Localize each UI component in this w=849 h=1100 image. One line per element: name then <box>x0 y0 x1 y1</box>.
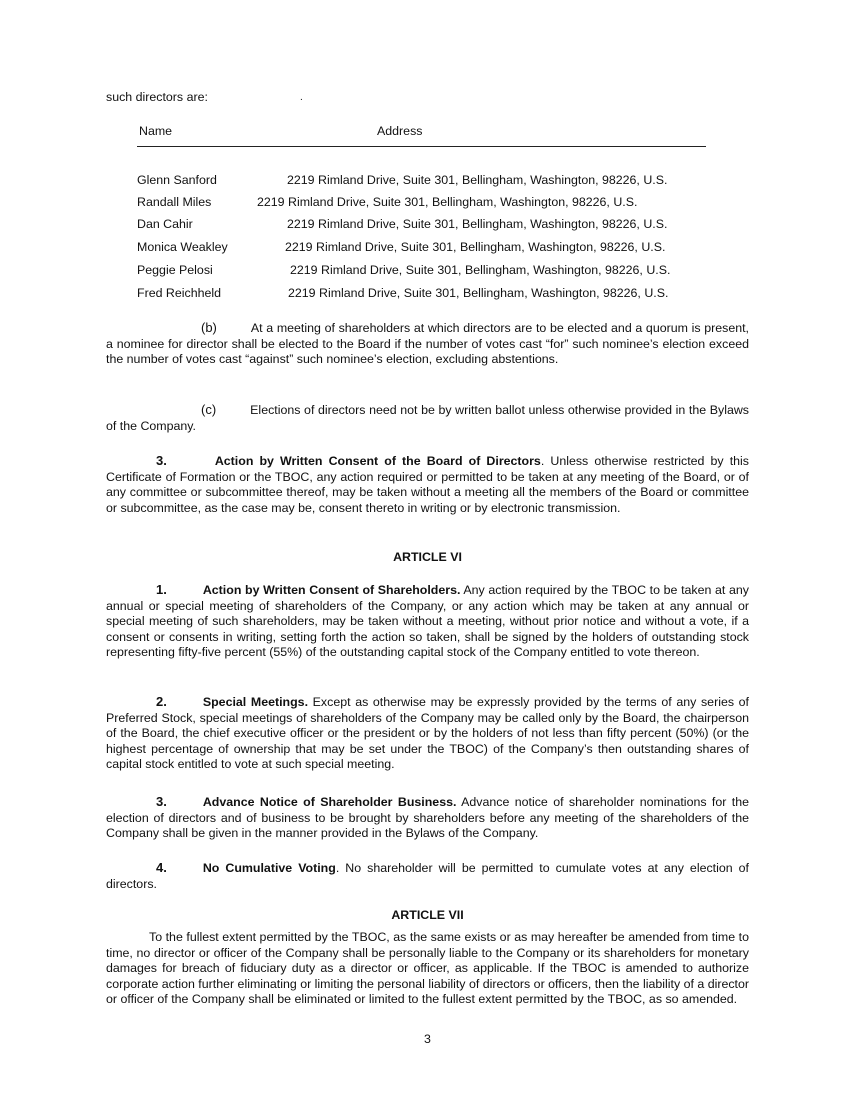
article-vii-body: To the fullest extent permitted by the TBOC, as the same exists or as may hereafter be amended from time to time, no director or officer of the Company shall be personally liable to the Company or its shareholders for monetary damages for breach of fiduciary duty as a director or officer, as applicable. If the TBOC is amended to authorize corporate action further eliminating or limiting the personal liability of directors or officers, then the liability of a director or officer of the Company shall be eliminated or limited to the fullest extent permitted by the TBOC, as so amended. <box>106 930 750 1006</box>
section-text: Except as otherwise may be expressly provided by the terms of any series of Preferred Stock, special meetings of shareholders of the Company may be called only by the Board, the chairperson of the Board, the chief executive officer or the president or by the holders of not less than fifty percent (50%) (or the highest percentage of ownership that may be set under the TBOC) of the Company’s then outstanding shares of capital stock entitled to vote at such special meeting. <box>106 695 750 771</box>
director-address: 2219 Rimland Drive, Suite 301, Bellingham, Washington, 98226, U.S. <box>288 286 669 300</box>
paragraph-b-label: (b) <box>201 320 217 335</box>
address-column-header: Address <box>377 124 423 138</box>
paragraph-c <box>106 402 749 434</box>
section-heading: Special Meetings. <box>202 695 309 709</box>
section-number: 1. <box>156 582 167 597</box>
section-number: 4. <box>156 860 167 875</box>
section-heading: Advance Notice of Shareholder Business. <box>202 795 457 809</box>
table-row <box>137 286 737 304</box>
director-address: 2219 Rimland Drive, Suite 301, Bellingham, Washington, 98226, U.S. <box>287 173 668 187</box>
director-address: 2219 Rimland Drive, Suite 301, Bellingham, Washington, 98226, U.S. <box>285 240 666 254</box>
section-number: 2. <box>156 694 167 709</box>
director-name: Fred Reichheld <box>137 286 222 300</box>
section-heading: Action by Written Consent of the Board of Directors <box>214 454 541 468</box>
paragraph-c-text: Elections of directors need not be by written ballot unless otherwise provided in the Bylaws of the Company. <box>106 403 749 433</box>
director-address: 2219 Rimland Drive, Suite 301, Bellingham, Washington, 98226, U.S. <box>287 217 668 231</box>
table-row <box>137 240 737 258</box>
director-address: 2219 Rimland Drive, Suite 301, Bellingham, Washington, 98226, U.S. <box>290 263 671 277</box>
section-number: 3. <box>156 453 167 468</box>
article-vi-section-3 <box>106 794 749 842</box>
section-text: Advance notice of shareholder nominations for the election of directors and of business to be brought by shareholders before any meeting of the shareholders of the Company shall be given in the manner provided in the Bylaws of the Company. <box>106 795 749 840</box>
section-text: . No shareholder will be permitted to cumulate votes at any election of directors. <box>106 861 749 891</box>
section-text: Any action required by the TBOC to be taken at any annual or special meeting of shareholders of the Company, or any action which may be taken at any annual or special meeting of such shareholders, may be taken without a meeting, without prior notice and without a vote, if a consent or consents in writing, setting forth the action so taken, shall be signed by the holders of outstanding stock representing fifty-five percent (55%) of the outstanding capital stock of the Company entitled to vote thereon. <box>106 583 749 659</box>
article-vii-text <box>106 930 749 1008</box>
stray-dot: . <box>300 92 303 103</box>
table-row <box>137 217 737 235</box>
directors-table-header <box>137 124 706 147</box>
director-address: 2219 Rimland Drive, Suite 301, Bellingham, Washington, 98226, U.S. <box>257 195 638 209</box>
name-column-header: Name <box>139 124 173 138</box>
paragraph-b <box>106 320 749 368</box>
director-name: Monica Weakley <box>137 240 228 254</box>
section-text: . Unless otherwise restricted by this Certificate of Formation or the TBOC, any action required or permitted to be taken at any meeting of the Board, or of any committee or subcommittee thereof, may be taken without a meeting all the members of the Board or committee or subcommittee, as the case may be, consent thereto in writing or by electronic transmission. <box>106 454 749 515</box>
article-vii-heading: ARTICLE VII <box>391 908 464 922</box>
page-number: 3 <box>424 1032 431 1046</box>
director-name: Randall Miles <box>137 195 212 209</box>
paragraph-c-label: (c) <box>201 402 217 417</box>
table-row <box>137 195 737 213</box>
director-name: Dan Cahir <box>137 217 193 231</box>
table-row <box>137 263 737 281</box>
paragraph-b-text: At a meeting of shareholders at which directors are to be elected and a quorum is present, a nominee for director shall be elected to the Board if the number of votes cast “for” such nominee’s election exceed the number of votes cast “against” such nominee’s election, excluding abstentions. <box>106 321 749 366</box>
section-number: 3. <box>156 794 167 809</box>
section-3-board-consent <box>106 453 749 516</box>
director-name: Peggie Pelosi <box>137 263 213 277</box>
article-vi-section-1 <box>106 582 749 661</box>
table-row <box>137 173 737 191</box>
section-heading: Action by Written Consent of Shareholders. <box>202 583 461 597</box>
director-name: Glenn Sanford <box>137 173 217 187</box>
intro-text: such directors are: <box>106 90 208 104</box>
article-vi-section-4 <box>106 860 749 892</box>
section-heading: No Cumulative Voting <box>202 861 336 875</box>
article-vi-heading: ARTICLE VI <box>393 550 462 564</box>
article-vi-section-2 <box>106 694 749 773</box>
